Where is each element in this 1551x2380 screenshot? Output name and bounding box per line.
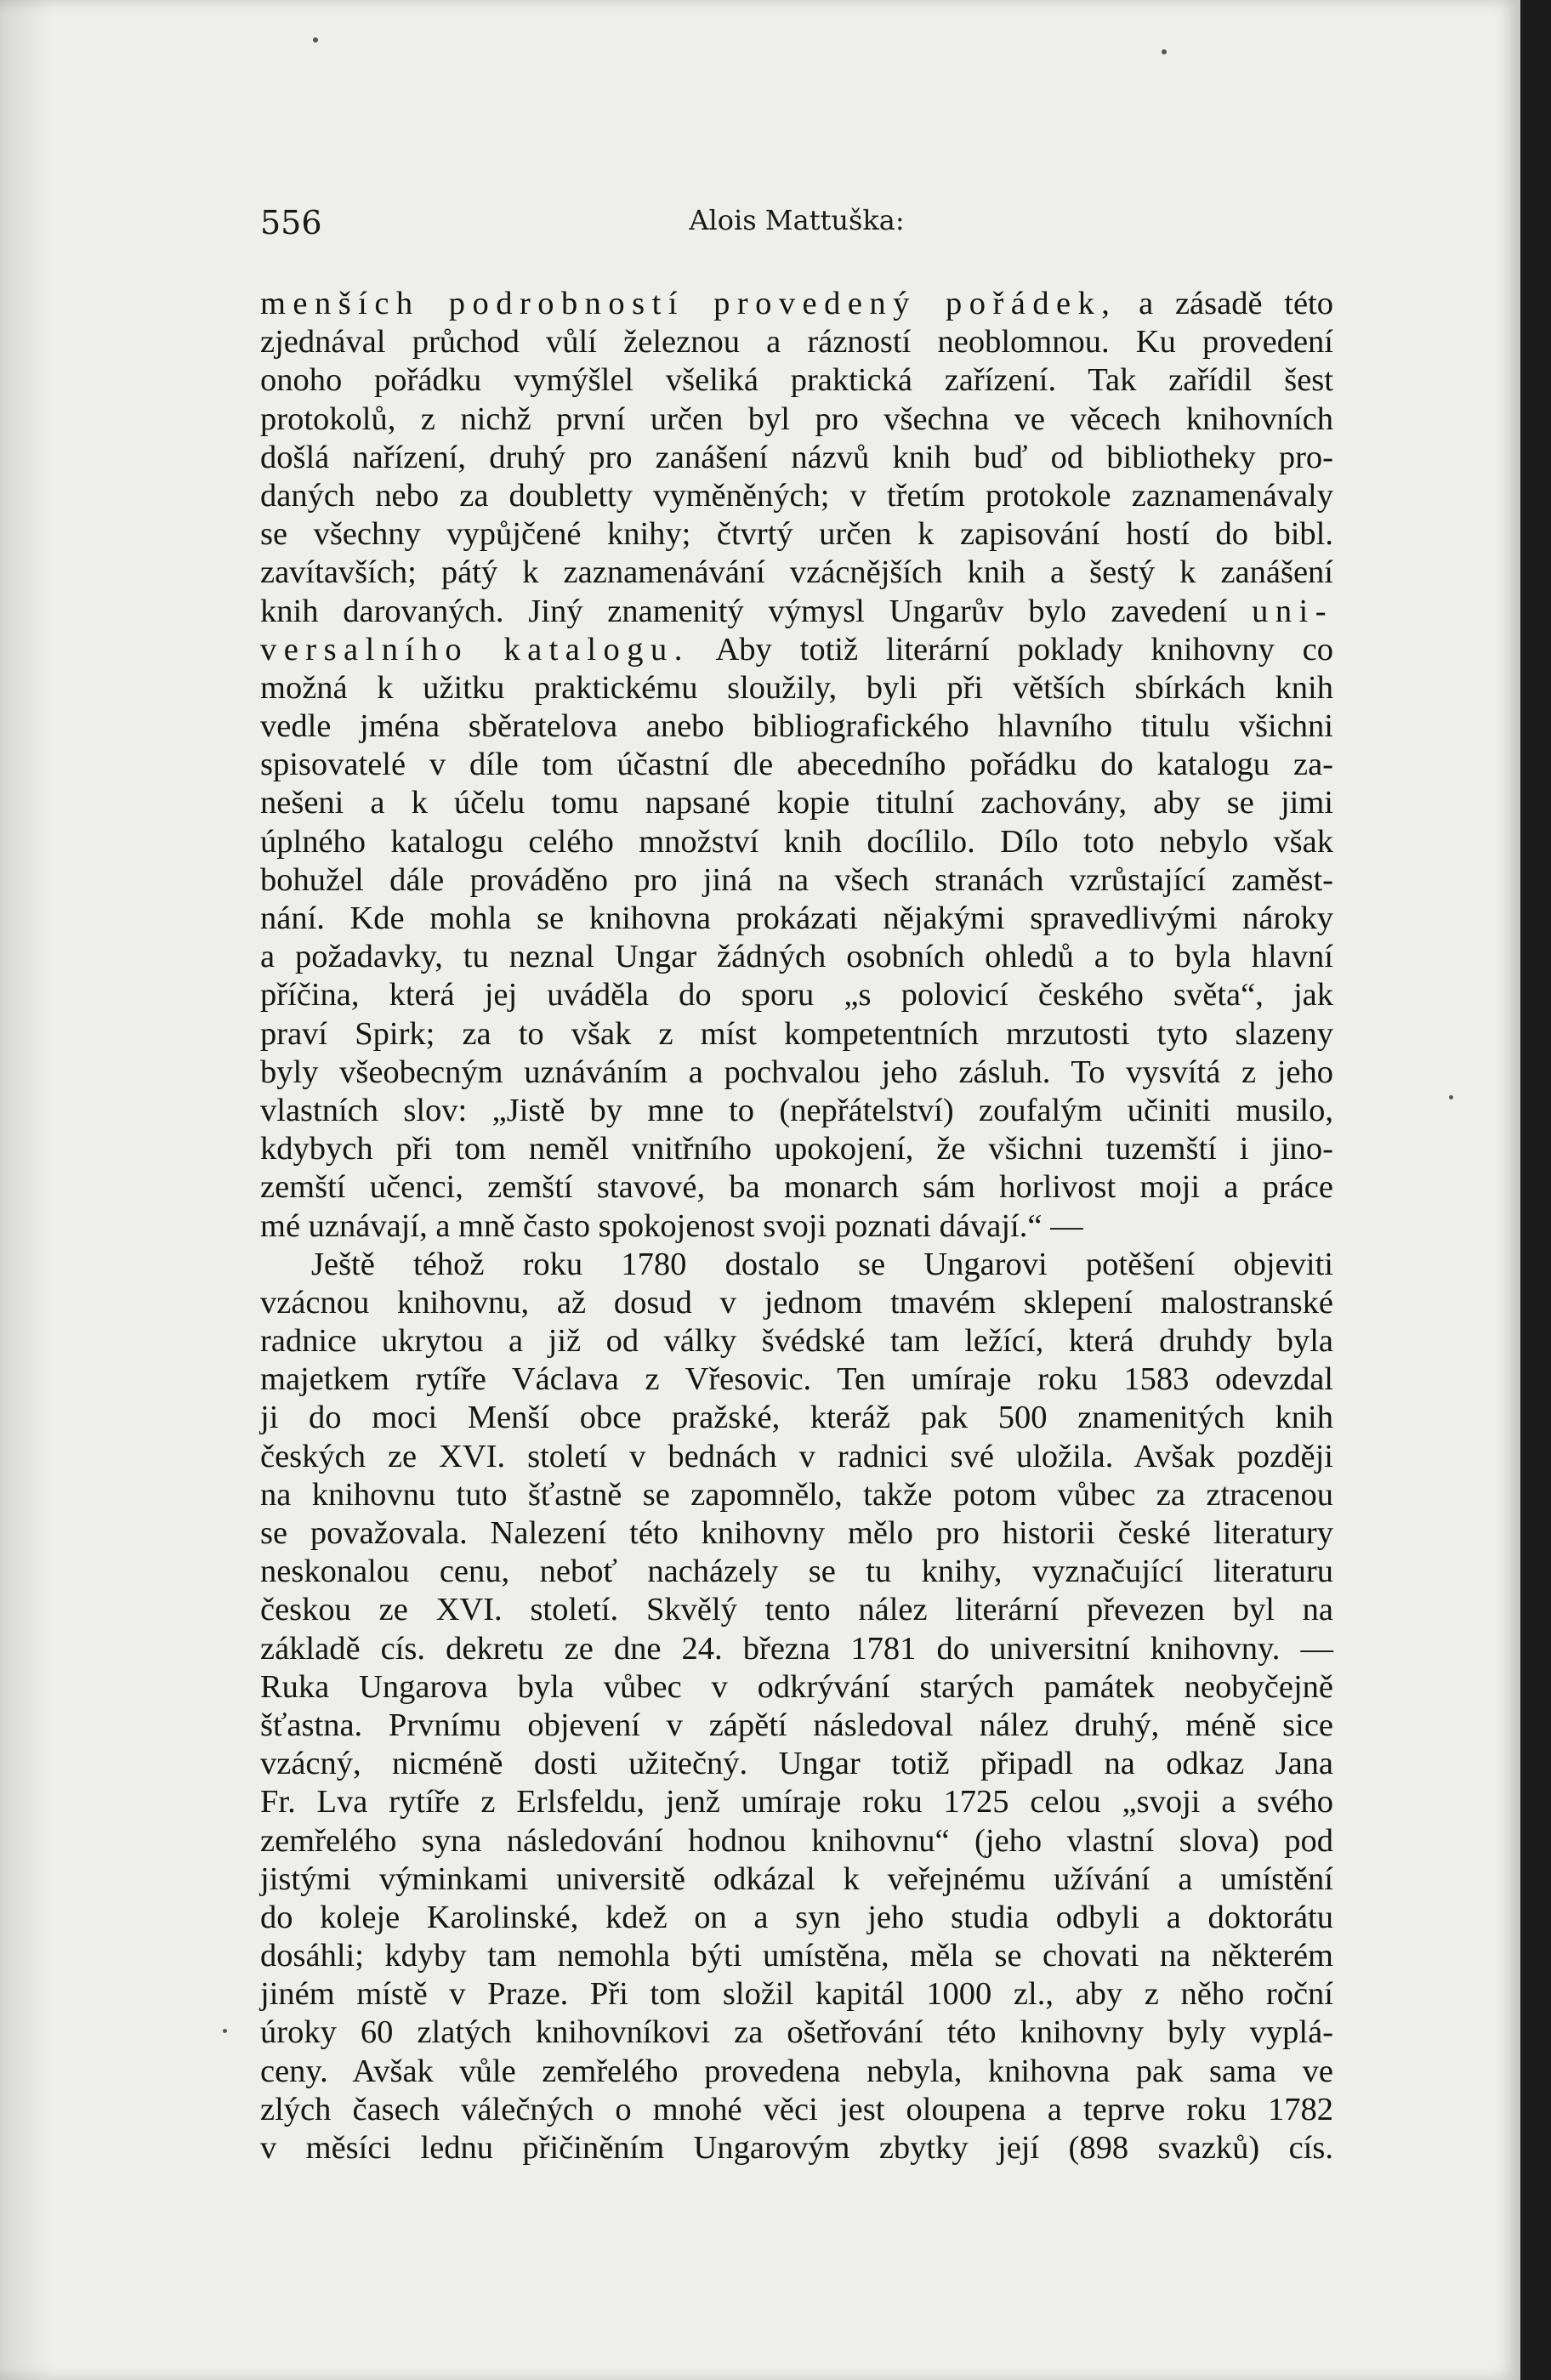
text-run: zavítavších; pátý k zaznamenávání vzácnějších knih a šestý k zanášení	[260, 554, 1333, 591]
text-line	[260, 2129, 1333, 2167]
text-run: daných nebo za doubletty vyměněných; v třetím protokole zaznamenávaly	[260, 477, 1333, 514]
page-spine-shadow	[0, 0, 51, 2380]
text-run: nání. Kde mohla se knihovna prokázati nějakými spravedlivými nároky	[260, 900, 1333, 936]
text-run: Ruka Ungarova byla vůbec v odkrývání starých památek neobyčejně	[260, 1668, 1333, 1705]
text-line	[260, 823, 1333, 861]
text-line	[260, 669, 1333, 707]
text-run: základě cís. dekretu ze dne 24. března 1781 do universitní knihovny. —	[260, 1630, 1333, 1667]
text-line	[260, 1207, 1333, 1246]
text-line	[260, 861, 1333, 900]
text-line	[260, 2014, 1333, 2052]
running-title: Alois Mattuška:	[689, 204, 905, 236]
text-run: zlých časech válečných o mnohé věci jest oloupena a teprve roku 1782	[260, 2091, 1333, 2127]
text-line	[260, 1745, 1333, 1783]
text-line	[260, 361, 1333, 400]
spaced-emphasis: versalního katalogu.	[260, 631, 690, 667]
text-run: jistými výminkami universitě odkázal k veřejnému užívání a umístění	[260, 1860, 1333, 1897]
text-line	[260, 2091, 1333, 2129]
text-run: možná k užitku praktickému sloužily, byli při větších sbírkách knih	[260, 669, 1333, 706]
text-run: se považovala. Nalezení této knihovny mělo pro historii české literatury	[260, 1515, 1333, 1551]
page-header	[260, 204, 1333, 247]
text-line	[260, 1514, 1333, 1553]
text-line	[260, 1168, 1333, 1207]
text-run: onoho pořádku vymýšlel všeliká praktická zařízení. Tak zařídil šest	[260, 362, 1333, 399]
text-line	[260, 1246, 1333, 1284]
text-run: českou ze XVI. století. Skvělý tento nález literární převezen byl na	[260, 1592, 1333, 1628]
paper-speck	[1162, 49, 1167, 54]
paper-speck	[223, 2029, 227, 2033]
text-line	[260, 1860, 1333, 1899]
text-run: příčina, která jej uváděla do sporu „s polovicí českého světa“, jak	[260, 977, 1333, 1014]
text-run: vzácnou knihovnu, až dosud v jednom tmavém sklepení malostranské	[260, 1284, 1333, 1321]
text-run: došlá nařízení, druhý pro zanášení názvů knih buď od bibliotheky pro-	[260, 439, 1333, 475]
text-run: knih darovaných. Jiný znamenitý výmysl Ungarův bylo zavedení	[260, 593, 1253, 629]
text-line	[260, 1284, 1333, 1322]
text-line	[260, 515, 1333, 554]
text-line	[260, 976, 1333, 1014]
text-line	[260, 1975, 1333, 2014]
text-run: zemští učenci, zemští stavové, ba monarch sám horlivost moji a práce	[260, 1169, 1333, 1206]
text-line	[260, 439, 1333, 477]
text-line	[260, 1015, 1333, 1054]
text-run: neskonalou cenu, neboť nacházely se tu knihy, vyznačující literaturu	[260, 1554, 1333, 1590]
text-line	[260, 1438, 1333, 1476]
text-run: v měsíci lednu přičiněním Ungarovým zbytky její (898 svazků) cís.	[260, 2130, 1333, 2166]
body-text	[260, 285, 1333, 2167]
text-line	[260, 938, 1333, 976]
text-run: ceny. Avšak vůle zemřelého provedena nebyla, knihovna pak sama ve	[260, 2053, 1333, 2089]
text-run: ji do moci Menší obce pražské, kteráž pak 500 znamenitých knih	[260, 1400, 1333, 1436]
text-line	[260, 285, 1333, 323]
text-run: protokolů, z nichž první určen byl pro všechna ve věcech knihovních	[260, 400, 1333, 437]
text-run: a požadavky, tu neznal Ungar žádných osobních ohledů a to byla hlavní	[260, 939, 1333, 975]
text-run: zemřelého syna následování hodnou knihovnu“ (jeho vlastní slova) pod	[260, 1822, 1333, 1859]
text-run: do koleje Karolinské, kdež on a syn jeho studia odbyli a doktorátu	[260, 1899, 1333, 1935]
text-line	[260, 1822, 1333, 1860]
text-run: Aby totiž literární poklady knihovny co	[689, 631, 1334, 667]
spaced-emphasis: uni-	[1252, 593, 1333, 629]
text-run: radnice ukrytou a již od války švédské tam ležící, která druhdy byla	[260, 1323, 1333, 1360]
text-line	[260, 1591, 1333, 1629]
text-run: mé uznávají, a mně často spokojenost svoji poznati dávají.“ —	[260, 1207, 1083, 1244]
text-run: českých ze XVI. století v bednách v radnici své uložila. Avšak později	[260, 1438, 1333, 1474]
text-line	[260, 1399, 1333, 1437]
text-run: kdybych při tom neměl vnitřního upokojení, že všichni tuzemští i jino-	[260, 1131, 1333, 1167]
text-line	[260, 477, 1333, 515]
text-run: vzácný, nicméně dosti užitečný. Ungar totiž připadl na odkaz Jana	[260, 1746, 1333, 1782]
text-line	[260, 631, 1333, 669]
text-line	[260, 784, 1333, 822]
text-line	[260, 1899, 1333, 1937]
text-line	[260, 707, 1333, 746]
spaced-emphasis: menších podrobností provedený pořádek,	[260, 286, 1117, 321]
text-line	[260, 1054, 1333, 1092]
text-line	[260, 1668, 1333, 1707]
text-line	[260, 1092, 1333, 1130]
text-run: vedle jména sběratelova anebo bibliografického hlavního titulu všichni	[260, 708, 1333, 745]
text-run: bohužel dále prováděno pro jiná na všech stranách vzrůstající zaměst-	[260, 861, 1333, 898]
text-run: byly všeobecným uznáváním a pochvalou jeho zásluh. To vysvítá z jeho	[260, 1054, 1333, 1090]
text-line	[260, 554, 1333, 592]
text-run: šťastna. Prvnímu objevení v zápětí následoval nález druhý, méně sice	[260, 1707, 1333, 1743]
text-run: zjednával průchod vůlí železnou a rázností neoblomnou. Ku provedení	[260, 324, 1333, 361]
text-line	[260, 323, 1333, 361]
text-line	[260, 1783, 1333, 1821]
text-run: dosáhli; kdyby tam nemohla býti umístěna, měla se chovati na některém	[260, 1938, 1333, 1974]
text-line	[260, 1360, 1333, 1399]
text-line	[260, 1937, 1333, 1975]
text-line	[260, 900, 1333, 938]
text-run: nešeni a k účelu tomu napsané kopie titulní zachovány, aby se jimi	[260, 785, 1333, 821]
text-line	[260, 593, 1333, 631]
text-run: Ještě téhož roku 1780 dostalo se Ungarovi potěšení objeviti	[311, 1246, 1333, 1282]
text-run: se všechny vypůjčené knihy; čtvrtý určen k zapisování hostí do bibl.	[260, 516, 1333, 553]
text-run: Fr. Lva rytíře z Erlsfeldu, jenž umíraje roku 1725 celou „svoji a svého	[260, 1784, 1333, 1821]
text-line	[260, 746, 1333, 784]
text-run: a zásadě této	[1116, 286, 1334, 321]
text-line	[260, 1322, 1333, 1360]
text-run: na knihovnu tuto šťastně se zapomnělo, takže potom vůbec za ztracenou	[260, 1476, 1333, 1513]
text-line	[260, 1553, 1333, 1591]
text-run: praví Spirk; za to však z míst kompetentních mrzutosti tyto slazeny	[260, 1015, 1333, 1052]
text-run: majetkem rytíře Václava z Vřesovic. Ten umíraje roku 1583 odevzdal	[260, 1361, 1333, 1398]
text-run: jiném místě v Praze. Při tom složil kapitál 1000 zl., aby z něho roční	[260, 1976, 1333, 2013]
text-line	[260, 1630, 1333, 1668]
text-run: spisovatelé v díle tom účastní dle abecedního pořádku do katalogu za-	[260, 747, 1333, 783]
text-line	[260, 400, 1333, 439]
text-line	[260, 1130, 1333, 1168]
text-run: úroky 60 zlatých knihovníkovi za ošetřování této knihovny byly vyplá-	[260, 2014, 1333, 2051]
text-run: úplného katalogu celého množství knih docílilo. Dílo toto nebylo však	[260, 823, 1333, 860]
paper-speck	[313, 37, 318, 43]
text-line	[260, 1707, 1333, 1745]
page-number: 556	[260, 204, 322, 241]
text-line	[260, 2053, 1333, 2091]
text-line	[260, 1476, 1333, 1514]
paper-speck	[1449, 1095, 1453, 1099]
text-run: vlastních slov: „Jistě by mne to (nepřátelství) zoufalým učiniti musilo,	[260, 1092, 1333, 1128]
